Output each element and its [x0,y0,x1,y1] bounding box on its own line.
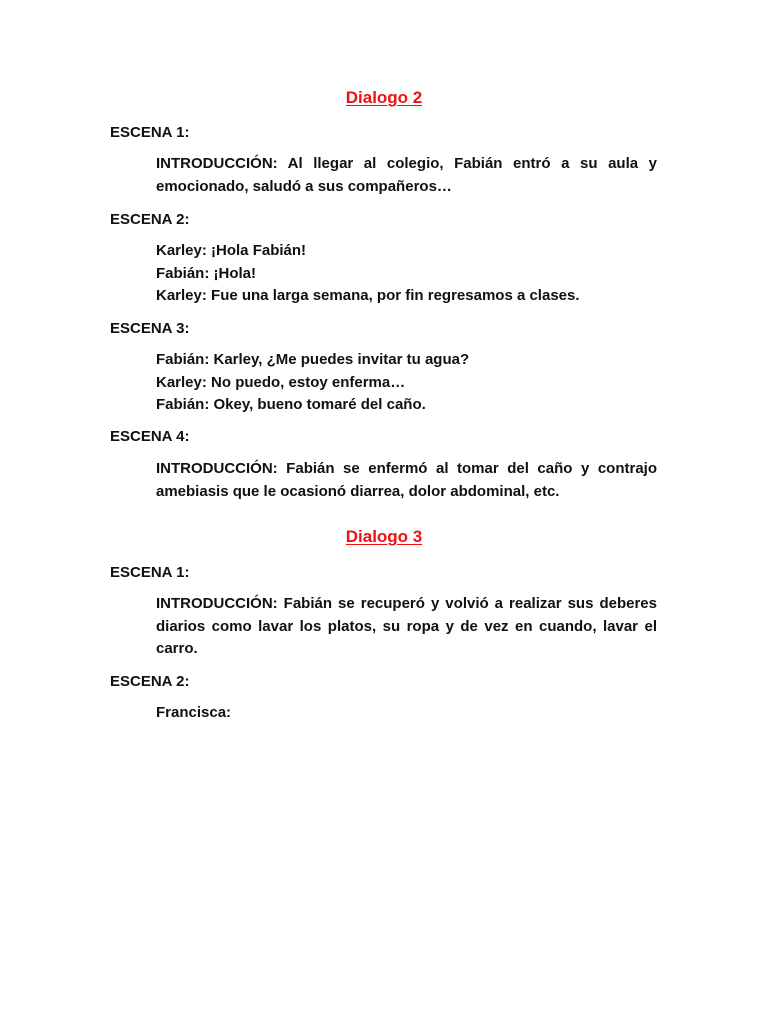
scene-introduction: INTRODUCCIÓN: Fabián se enfermó al tomar del caño y contrajo amebiasis que le ocasionó diarrea, dolor abdominal, etc. [156,460,657,500]
dialogue-line: Karley: No puedo, estoy enferma… [156,373,406,391]
dialogue-line: Fabián: Okey, bueno tomaré del caño. [156,396,426,413]
dialogue-line: Francisca: [156,704,232,721]
dialogue-line: Fabián: ¡Hola! [156,264,256,282]
scene-label: ESCENA 2: [110,211,190,228]
dialogue-line: Karley: Fue una larga semana, por fin regresamos a clases. [156,287,580,304]
scene-label: ESCENA 1: [110,564,190,581]
dialogue-block [156,349,657,417]
dialogue-block [156,240,657,308]
scene-label: ESCENA 3: [110,320,190,337]
dialogue-line: Fabián: Karley, ¿Me puedes invitar tu agua? [156,351,470,368]
scene-label: ESCENA 4: [110,428,190,445]
scene-label: ESCENA 1: [110,124,190,141]
scene-introduction: INTRODUCCIÓN: Fabián se recuperó y volvió a realizar sus deberes diarios como lavar los platos, su ropa y de vez en cuando, lavar el carro. [156,595,657,657]
dialog-title: Dialogo 3 [345,527,423,546]
scene-introduction: INTRODUCCIÓN: Al llegar al colegio, Fabián entró a su aula y emocionado, saludó a sus compañeros… [156,155,657,195]
dialogue-block [156,702,657,725]
dialog-title: Dialogo 2 [345,88,423,107]
dialogue-line: Karley: ¡Hola Fabián! [156,242,307,259]
scene-label: ESCENA 2: [110,673,190,690]
